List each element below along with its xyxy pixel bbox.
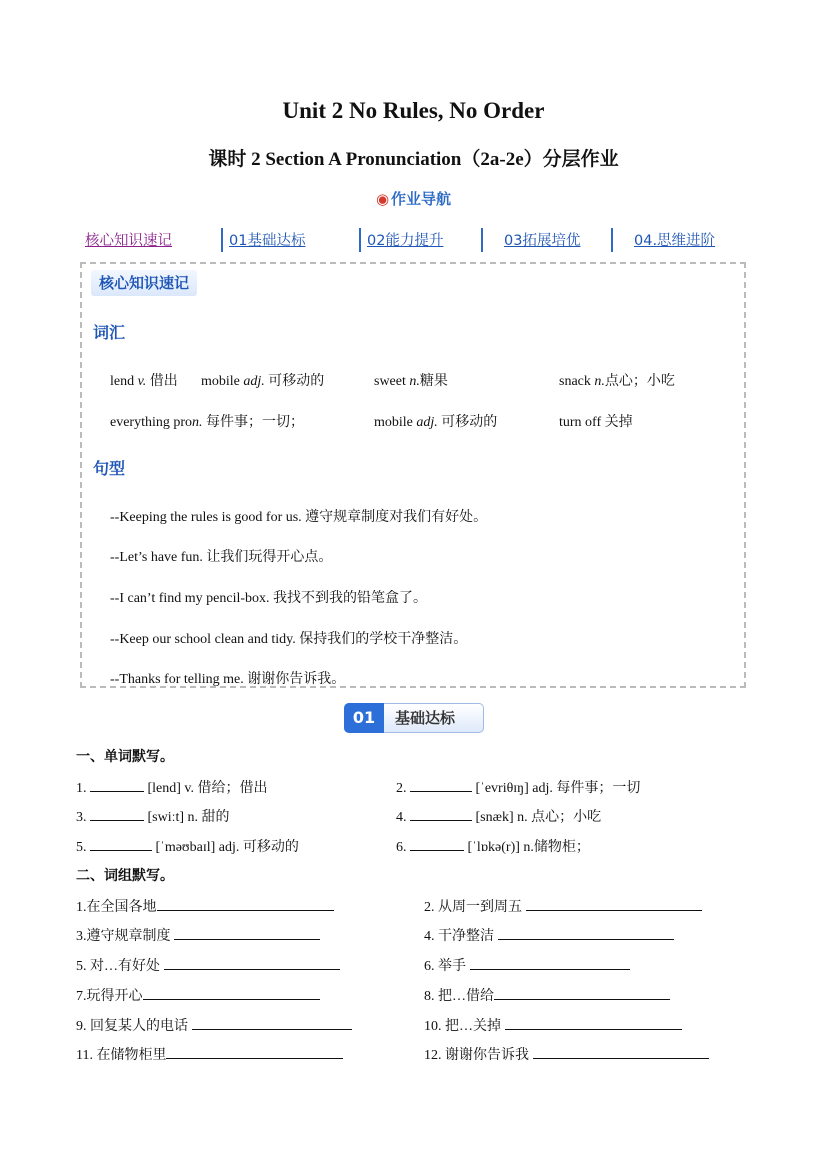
answer-blank[interactable] [526, 898, 702, 911]
page-title: Unit 2 No Rules, No Order [282, 98, 545, 123]
nav-link-03[interactable]: 03拓展培优 [504, 233, 581, 249]
nav-separator [221, 228, 223, 252]
phrase-question: 3.遵守规章制度 [76, 925, 320, 945]
word-question: 1. [lend] v. 借给；借出 [76, 781, 268, 796]
location-pin-icon: ◉ [375, 190, 390, 208]
core-knowledge-tab: 核心知识速记 [91, 270, 197, 296]
answer-blank[interactable] [533, 1046, 709, 1059]
phrase-question: 12. 谢谢你告诉我 [424, 1044, 709, 1064]
section-number: 01 [344, 703, 384, 733]
word-question: 3. [swiːt] n. 甜的 [76, 810, 230, 825]
nav-link-02[interactable]: 02能力提升 [367, 233, 444, 249]
sentence-heading: 句型 [93, 459, 126, 478]
answer-blank[interactable] [174, 927, 320, 940]
nav-separator [359, 228, 361, 252]
answer-blank[interactable] [192, 1017, 352, 1030]
section-label: 基础达标 [395, 709, 456, 727]
sentence-item: --Let’s have fun. 让我们玩得开心点。 [110, 550, 333, 565]
nav-heading-text: 作业导航 [391, 190, 452, 208]
vocab-heading: 词汇 [93, 323, 126, 342]
word-question: 5. [ˈməʊbaɪl] adj. 可移动的 [76, 840, 299, 855]
nav-heading [0, 188, 827, 209]
homework-nav [80, 226, 748, 254]
vocab-item: turn off 关掉 [559, 415, 633, 430]
nav-link-01[interactable]: 01基础达标 [229, 233, 306, 249]
nav-separator [611, 228, 613, 252]
answer-blank[interactable] [470, 957, 630, 970]
word-question: 4. [snæk] n. 点心；小吃 [396, 810, 602, 825]
answer-blank[interactable] [410, 838, 464, 851]
phrase-question: 2. 从周一到周五 [424, 896, 702, 916]
answer-blank[interactable] [166, 1046, 343, 1059]
answer-blank[interactable] [90, 779, 144, 792]
answer-blank[interactable] [494, 987, 670, 1000]
word-question: 2. [ˈevriθɪŋ] adj. 每件事；一切 [396, 781, 641, 796]
answer-blank[interactable] [90, 808, 144, 821]
nav-link-04[interactable]: 04.思维进阶 [634, 233, 716, 249]
answer-blank[interactable] [90, 838, 152, 851]
part1-heading: 一、单词默写。 [76, 749, 174, 765]
answer-blank[interactable] [410, 779, 472, 792]
sentence-item: --Keeping the rules is good for us. 遵守规章制度对我们有好处。 [110, 510, 488, 525]
phrase-question: 6. 举手 [424, 955, 630, 975]
vocab-item: mobile adj. 可移动的 [201, 374, 325, 389]
answer-blank[interactable] [157, 898, 334, 911]
sentence-item: --I can’t find my pencil-box. 我找不到我的铅笔盒了。 [110, 591, 428, 606]
lesson-subtitle: 课时 2 Section A Pronunciation（2a-2e）分层作业 [208, 149, 619, 170]
section-badge-01 [344, 703, 484, 733]
phrase-question: 5. 对…有好处 [76, 955, 340, 975]
vocab-item: snack n.点心；小吃 [559, 374, 675, 389]
phrase-question: 9. 回复某人的电话 [76, 1015, 352, 1035]
answer-blank[interactable] [410, 808, 472, 821]
vocab-item: sweet n.糖果 [374, 374, 448, 389]
phrase-question: 7.玩得开心 [76, 985, 320, 1005]
vocab-item: lend v. 借出 [110, 374, 178, 389]
answer-blank[interactable] [505, 1017, 682, 1030]
nav-link-core[interactable]: 核心知识速记 [85, 233, 172, 249]
nav-separator [481, 228, 483, 252]
answer-blank[interactable] [143, 987, 320, 1000]
phrase-question: 11. 在储物柜里 [76, 1044, 343, 1064]
part2-heading: 二、词组默写。 [76, 868, 174, 884]
core-knowledge-box [80, 262, 746, 688]
word-question: 6. [ˈlɒkə(r)] n.储物柜； [396, 840, 590, 855]
sentence-item: --Keep our school clean and tidy. 保持我们的学校干净整洁。 [110, 632, 468, 647]
answer-blank[interactable] [498, 927, 674, 940]
phrase-question: 4. 干净整洁 [424, 925, 674, 945]
phrase-question: 8. 把…借给 [424, 985, 670, 1005]
vocab-item: mobile adj. 可移动的 [374, 415, 498, 430]
vocab-item: everything pron. 每件事；一切； [110, 415, 305, 430]
phrase-question: 10. 把…关掉 [424, 1015, 682, 1035]
answer-blank[interactable] [164, 957, 340, 970]
phrase-question: 1.在全国各地 [76, 896, 334, 916]
sentence-item: --Thanks for telling me. 谢谢你告诉我。 [110, 672, 346, 687]
